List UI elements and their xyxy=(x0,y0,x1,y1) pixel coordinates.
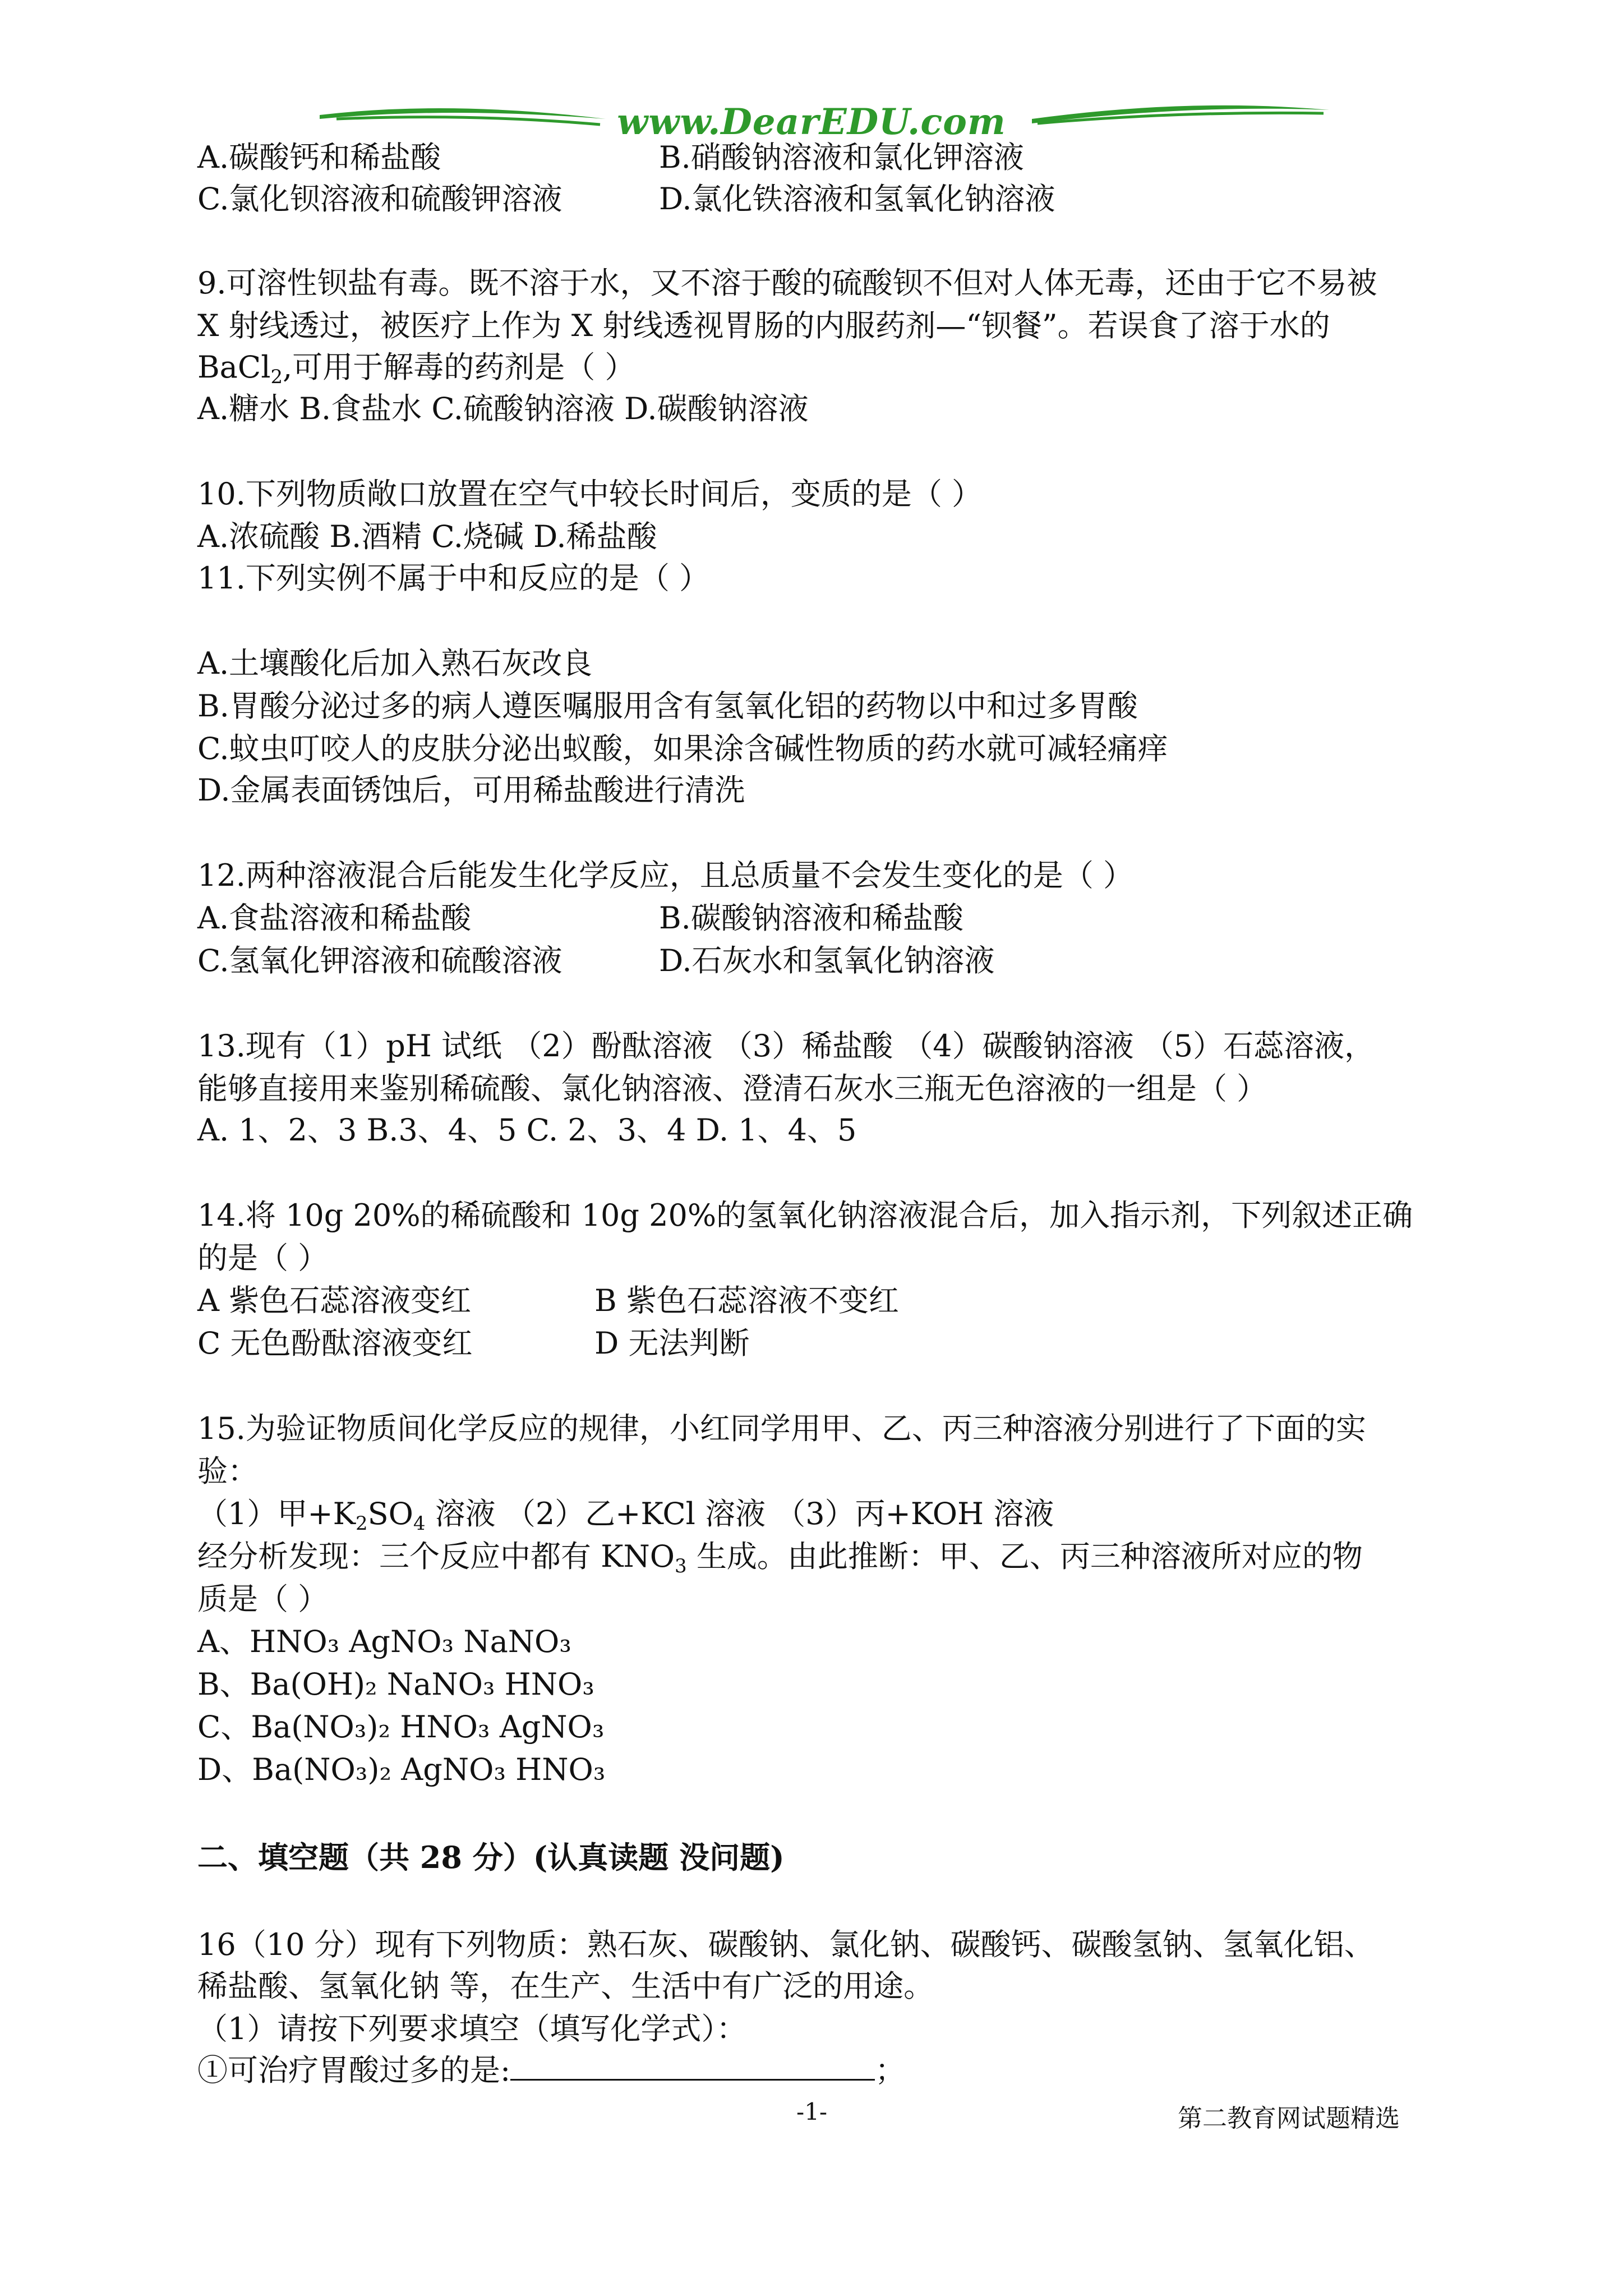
q8-option-d: D.氯化铁溶液和氢氧化钠溶液 xyxy=(659,181,1055,217)
q15-option-b: B、Ba(OH)₂ NaNO₃ HNO₃ xyxy=(197,1667,594,1702)
q9-stem-line1: 9.可溶性钡盐有毒。既不溶于水，又不溶于酸的硫酸钡不但对人体无毒，还由于它不易被 xyxy=(197,265,1377,301)
q10-stem: 10.下列物质敞口放置在空气中较长时间后，变质的是（ ） xyxy=(197,476,983,512)
q16-item-1-label: ①可治疗胃酸过多的是: xyxy=(197,2053,511,2088)
q11-option-b: B.胃酸分泌过多的病人遵医嘱服用含有氢氧化铝的药物以中和过多胃酸 xyxy=(197,688,1138,724)
q11-option-a: A.土壤酸化后加入熟石灰改良 xyxy=(197,646,593,681)
footer-source: 第二教育网试题精选 xyxy=(1178,2104,1400,2133)
q15-line4-part2: 生成。由此推断：甲、乙、丙三种溶液所对应的物 xyxy=(686,1539,1363,1574)
q13-options: A. 1、2、3 B.3、4、5 C. 2、3、4 D. 1、4、5 xyxy=(197,1112,857,1148)
q16-item-1-end: ； xyxy=(875,2053,906,2088)
q14-option-c: C 无色酚酞溶液变红 xyxy=(197,1326,473,1361)
q16-answer-blank[interactable] xyxy=(510,2052,875,2081)
q8-option-b: B.硝酸钠溶液和氯化钾溶液 xyxy=(659,140,1024,175)
q10-options: A.浓硫酸 B.酒精 C.烧碱 D.稀盐酸 xyxy=(197,519,657,554)
q15-exp-part1: （1）甲+K xyxy=(197,1496,356,1531)
site-logo: www.DearEDU.com xyxy=(617,101,1006,143)
q14-option-a: A 紫色石蕊溶液变红 xyxy=(197,1283,472,1318)
q15-stem-line2: 验： xyxy=(197,1453,258,1489)
q12-option-d: D.石灰水和氢氧化钠溶液 xyxy=(659,943,995,978)
q15-exp-part2: SO xyxy=(367,1496,413,1531)
q15-experiments xyxy=(197,1496,1054,1533)
q15-stem-line1: 15.为验证物质间化学反应的规律，小红同学用甲、乙、丙三种溶液分别进行了下面的实 xyxy=(197,1411,1366,1446)
q9-stem-line2: X 射线透过，被医疗上作为 X 射线透视胃肠的内服药剂—“钡餐”。若误食了溶于水的 xyxy=(197,308,1330,343)
q14-option-d: D 无法判断 xyxy=(594,1326,750,1361)
q15-exp-sub1: 2 xyxy=(355,1512,368,1535)
q12-option-b: B.碳酸钠溶液和稀盐酸 xyxy=(659,900,963,936)
q8-option-c: C.氯化钡溶液和硫酸钾溶液 xyxy=(197,181,562,217)
q15-line4-part1: 经分析发现：三个反应中都有 KNO xyxy=(197,1539,675,1574)
q16-subquestion-1: （1）请按下列要求填空（填写化学式）： xyxy=(197,2011,747,2046)
section2-heading: 二、填空题（共 28 分）(认真读题 没问题) xyxy=(197,1839,785,1875)
q13-stem-line2: 能够直接用来鉴别稀硫酸、氯化钠溶液、澄清石灰水三瓶无色溶液的一组是（ ） xyxy=(197,1071,1267,1106)
q11-option-c: C.蚊虫叮咬人的皮肤分泌出蚁酸，如果涂含碱性物质的药水就可减轻痛痒 xyxy=(197,731,1168,766)
q15-option-c: C、Ba(NO₃)₂ HNO₃ AgNO₃ xyxy=(197,1709,605,1745)
q9-stem-tail: ,可用于解毒的药剂是（ ） xyxy=(283,349,635,385)
q15-option-a: A、HNO₃ AgNO₃ NaNO₃ xyxy=(197,1624,571,1659)
q15-exp-sub2: 4 xyxy=(413,1512,426,1535)
q16-stem-line1: 16（10 分）现有下列物质：熟石灰、碳酸钠、氯化钠、碳酸钙、碳酸氢钠、氢氧化铝、 xyxy=(197,1927,1375,1962)
q14-option-b: B 紫色石蕊溶液不变红 xyxy=(594,1283,899,1318)
page-number: -1- xyxy=(796,2098,828,2125)
q11-stem: 11.下列实例不属于中和反应的是（ ） xyxy=(197,560,710,596)
q9-options: A.糖水 B.食盐水 C.硫酸钠溶液 D.碳酸钠溶液 xyxy=(197,391,809,426)
q9-formula: BaCl xyxy=(197,349,271,385)
q11-option-d: D.金属表面锈蚀后，可用稀盐酸进行清洗 xyxy=(197,772,745,808)
q15-option-d: D、Ba(NO₃)₂ AgNO₃ HNO₃ xyxy=(197,1752,606,1787)
q9-stem-line3 xyxy=(197,349,635,386)
q14-stem-line2: 的是（ ） xyxy=(197,1240,329,1276)
q15-exp-part3: 溶液 （2）乙+KCl 溶液 （3）丙+KOH 溶液 xyxy=(425,1496,1054,1531)
q15-stem-line5: 质是（ ） xyxy=(197,1581,329,1617)
q16-stem-line2: 稀盐酸、氢氧化钠 等，在生产、生活中有广泛的用途。 xyxy=(197,1968,934,2004)
q14-stem-line1: 14.将 10g 20%的稀硫酸和 10g 20%的氢氧化钠溶液混合后，加入指示剂，下列叙述正确 xyxy=(197,1198,1413,1233)
q12-option-c: C.氢氧化钾溶液和硫酸溶液 xyxy=(197,943,562,978)
q16-item-1 xyxy=(197,2052,905,2089)
q8-option-a: A.碳酸钙和稀盐酸 xyxy=(197,140,441,175)
q12-stem: 12.两种溶液混合后能发生化学反应，且总质量不会发生变化的是（ ） xyxy=(197,858,1134,893)
q15-stem-line4 xyxy=(197,1538,1363,1575)
q9-formula-sub: 2 xyxy=(270,366,283,388)
q15-line4-sub: 3 xyxy=(675,1555,687,1577)
q13-stem-line1: 13.现有（1）pH 试纸 （2）酚酞溶液 （3）稀盐酸 （4）碳酸钠溶液 （5）石蕊溶液， xyxy=(197,1028,1375,1064)
q12-option-a: A.食盐溶液和稀盐酸 xyxy=(197,900,472,936)
